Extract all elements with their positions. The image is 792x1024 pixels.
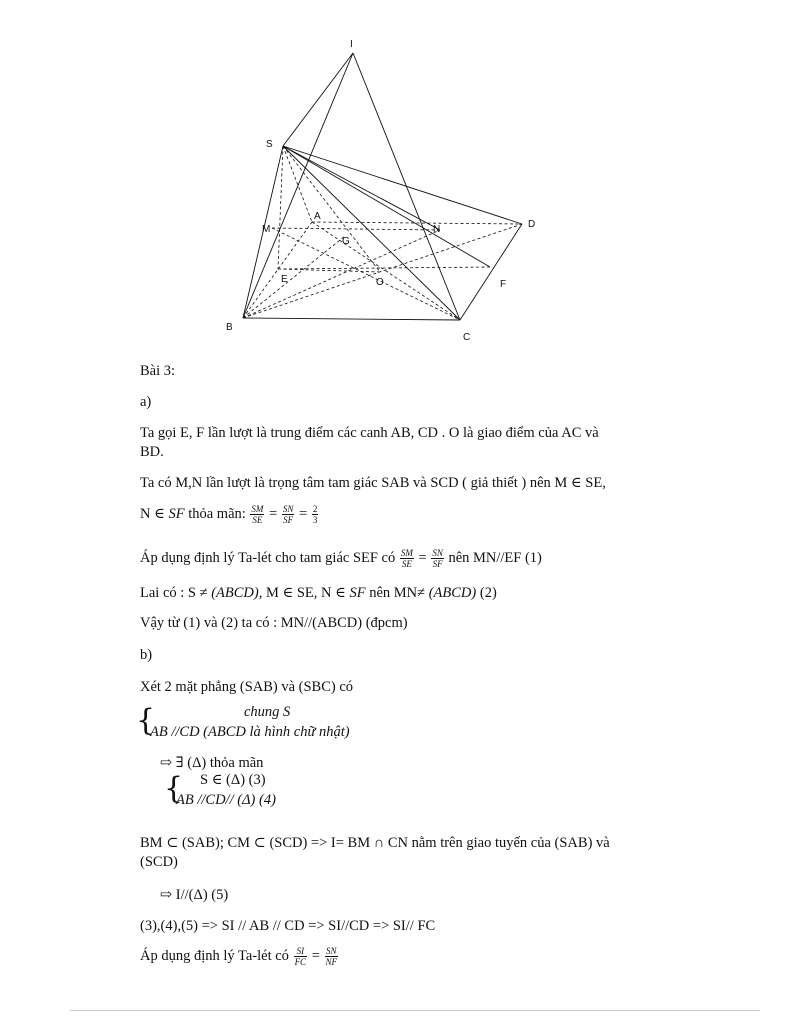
denominator: SF xyxy=(432,559,443,569)
point-label-g: G xyxy=(342,236,350,247)
fraction xyxy=(400,548,414,569)
text-span: nên MN≠ xyxy=(365,585,429,601)
exercise-heading: Bài 3: xyxy=(140,363,176,379)
fraction xyxy=(282,504,295,525)
denominator: SE xyxy=(252,515,263,525)
math-var: (ABCD) xyxy=(211,585,259,601)
system-line: AB //CD// (Δ) (4) xyxy=(176,792,276,808)
paragraph-line: (3),(4),(5) => SI // AB // CD => SI//CD => SI// FC xyxy=(140,918,436,934)
thales-line xyxy=(140,548,542,569)
denominator: 3 xyxy=(312,515,318,525)
numerator: SI xyxy=(294,946,308,957)
implication-line: ⇨ I//(Δ) (5) xyxy=(160,887,229,903)
text-span: N ∈ xyxy=(140,505,169,522)
implication-line: ⇨ ∃ (Δ) thỏa mãn xyxy=(160,755,264,771)
denominator: FC xyxy=(294,957,307,967)
fraction xyxy=(431,548,444,569)
thales-line-2 xyxy=(140,946,339,967)
paragraph-line: BD. xyxy=(140,444,164,460)
numerator: SM xyxy=(400,548,413,558)
numerator: 2 xyxy=(312,504,318,514)
fraction xyxy=(294,946,308,967)
paragraph-line: (SCD) xyxy=(140,854,178,870)
geometry-figure xyxy=(0,0,792,350)
text-span: thỏa mãn: xyxy=(184,505,250,522)
numerator: SN xyxy=(282,504,294,514)
bottom-divider xyxy=(70,1010,760,1011)
system-line: AB //CD (ABCD là hình chữ nhật) xyxy=(150,724,350,740)
point-label-b: B xyxy=(226,322,233,333)
math-var: SF xyxy=(168,505,185,522)
text-span: Áp dụng định lý Ta-lét cho tam giác SEF có xyxy=(140,549,399,566)
paragraph-line: Ta có M,N lần lượt là trọng tâm tam giác SAB và SCD ( giả thiết ) nên M ∈ SE, xyxy=(140,475,606,491)
brace-icon: { xyxy=(164,771,184,806)
text-span: nên MN//EF (1) xyxy=(448,549,542,566)
equals-sign: = xyxy=(269,505,278,522)
point-label-m: M xyxy=(262,224,271,235)
text-span: Áp dụng định lý Ta-lét có xyxy=(140,947,293,964)
equals-sign: = xyxy=(311,947,320,964)
numerator: SN xyxy=(432,548,443,558)
system-block-2 xyxy=(164,771,400,812)
denominator: SE xyxy=(401,559,412,569)
paragraph-line: Ta gọi E, F lần lượt là trung điểm các canh AB, CD . O là giao điểm của AC và xyxy=(140,425,599,441)
ratio-line xyxy=(140,504,319,525)
fraction xyxy=(325,946,339,967)
point-label-o: O xyxy=(376,277,384,288)
hidden-edges xyxy=(243,146,522,320)
math-var: SF xyxy=(349,585,366,601)
system-block-1 xyxy=(136,702,460,744)
point-label-i: I xyxy=(350,39,353,50)
point-label-a: A xyxy=(314,211,321,222)
system-line: S ∈ (Δ) (3) xyxy=(200,772,266,788)
paragraph-line: Xét 2 mặt phẳng (SAB) và (SBC) có xyxy=(140,679,354,695)
point-label-f: F xyxy=(500,279,507,290)
equals-sign: = xyxy=(418,549,427,566)
part-b-label: b) xyxy=(140,647,153,663)
denominator: NF xyxy=(325,957,338,967)
numerator: SN xyxy=(326,946,337,956)
text-span: Lai có : S ≠ xyxy=(140,585,212,601)
math-var: (ABCD) xyxy=(428,585,477,601)
text-span: , M ∈ SE, N ∈ xyxy=(258,585,350,601)
paragraph-line xyxy=(140,584,497,602)
point-label-e: E xyxy=(281,274,288,285)
fraction xyxy=(250,504,264,525)
point-label-s: S xyxy=(266,139,273,150)
paragraph-line: BM ⊂ (SAB); CM ⊂ (SCD) => I= BM ∩ CN nằm trên giao tuyến của (SAB) và xyxy=(140,835,610,851)
equals-sign: = xyxy=(299,505,308,522)
part-a-label: a) xyxy=(140,394,152,410)
system-line: chung S xyxy=(244,704,291,720)
numerator: SM xyxy=(251,504,264,514)
point-label-d: D xyxy=(528,219,536,230)
paragraph-line: Vậy từ (1) và (2) ta có : MN//(ABCD) (đpcm) xyxy=(140,615,408,631)
text-span: (2) xyxy=(476,585,497,601)
point-label-c: C xyxy=(463,332,471,343)
denominator: SF xyxy=(283,515,294,525)
fraction xyxy=(312,504,319,525)
brace-icon: { xyxy=(136,703,156,738)
point-label-n: N xyxy=(433,224,441,235)
